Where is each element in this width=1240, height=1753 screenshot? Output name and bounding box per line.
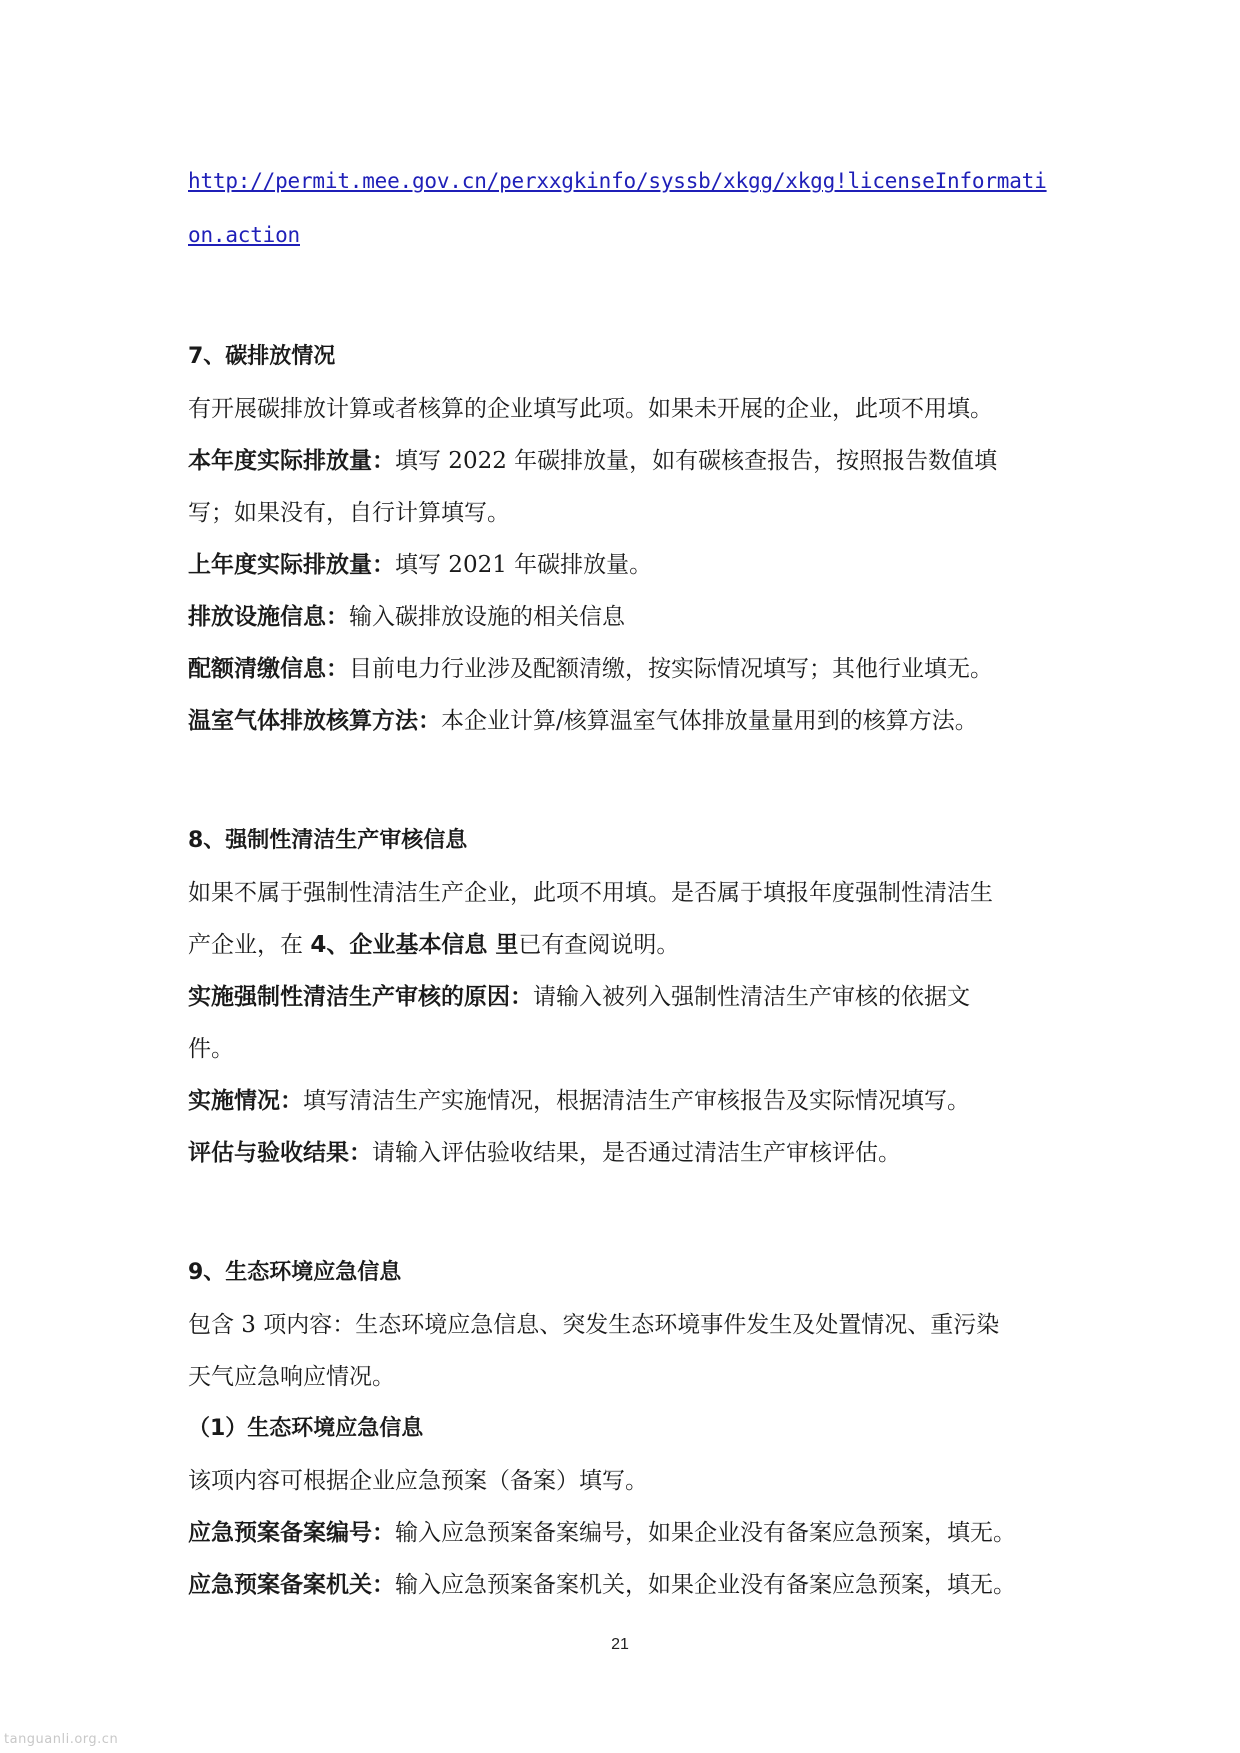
intro-reference: 4、企业基本信息 里 xyxy=(310,932,519,958)
intro-text: 已有查阅说明。 xyxy=(518,932,680,958)
item-label: 应急预案备案编号： xyxy=(188,1520,395,1546)
section-7-heading: 7、碳排放情况 xyxy=(188,344,336,369)
current-year-emission-line xyxy=(188,446,1068,498)
current-year-emission-line-2: 写；如果没有，自行计算填写。 xyxy=(188,500,510,526)
section-9-subheading: （1）生态环境应急信息 xyxy=(188,1416,424,1441)
item-text: 请输入被列入强制性清洁生产审核的依据文 xyxy=(533,984,970,1010)
item-text: 本企业计算/核算温室气体排放量量用到的核算方法。 xyxy=(441,708,978,734)
emergency-plan-authority-line xyxy=(188,1570,1068,1622)
page-number: 21 xyxy=(611,1636,629,1653)
item-label: 温室气体排放核算方法： xyxy=(188,708,441,734)
item-text: 目前电力行业涉及配额清缴，按实际情况填写；其他行业填无。 xyxy=(349,656,993,682)
item-label: 本年度实际排放量： xyxy=(188,448,395,474)
item-text: 填写 2021 年碳排放量。 xyxy=(395,552,653,578)
emission-facility-line xyxy=(188,602,1068,654)
url-line-2 xyxy=(188,220,1068,274)
license-info-link[interactable]: http://permit.mee.gov.cn/perxxgkinfo/syssb/xkgg/xkgg!licenseInformati xyxy=(188,169,1047,193)
item-text: 填写清洁生产实施情况，根据清洁生产审核报告及实际情况填写。 xyxy=(303,1088,970,1114)
ghg-accounting-method-line xyxy=(188,706,1068,758)
evaluation-result-line xyxy=(188,1138,1068,1190)
section-7-intro: 有开展碳排放计算或者核算的企业填写此项。如果未开展的企业，此项不用填。 xyxy=(188,396,993,422)
section-9-heading: 9、生态环境应急信息 xyxy=(188,1260,402,1285)
item-text: 填写 2022 年碳排放量，如有碳核查报告，按照报告数值填 xyxy=(395,448,998,474)
item-label: 上年度实际排放量： xyxy=(188,552,395,578)
quota-clearance-line xyxy=(188,654,1068,706)
emergency-plan-number-line xyxy=(188,1518,1068,1570)
audit-reason-line xyxy=(188,982,1068,1034)
document-body xyxy=(188,166,1068,1622)
audit-reason-line-2: 件。 xyxy=(188,1036,234,1062)
item-label: 实施情况： xyxy=(188,1088,303,1114)
watermark: tanguanli.org.cn xyxy=(4,1732,119,1747)
item-label: 排放设施信息： xyxy=(188,604,349,630)
spacer xyxy=(188,1190,1068,1258)
section-8-intro-1: 如果不属于强制性清洁生产企业，此项不用填。是否属于填报年度强制性清洁生 xyxy=(188,880,993,906)
item-label: 评估与验收结果： xyxy=(188,1140,372,1166)
section-8-heading: 8、强制性清洁生产审核信息 xyxy=(188,828,468,853)
url-line-1 xyxy=(188,166,1068,220)
item-text: 请输入评估验收结果，是否通过清洁生产审核评估。 xyxy=(372,1140,901,1166)
spacer xyxy=(188,274,1068,342)
license-info-link-continued[interactable]: on.action xyxy=(188,223,300,247)
implementation-line xyxy=(188,1086,1068,1138)
item-text: 输入碳排放设施的相关信息 xyxy=(349,604,625,630)
last-year-emission-line xyxy=(188,550,1068,602)
spacer xyxy=(188,758,1068,826)
item-label: 应急预案备案机关： xyxy=(188,1572,395,1598)
section-9-intro-2: 天气应急响应情况。 xyxy=(188,1364,395,1390)
section-9-sub-intro: 该项内容可根据企业应急预案（备案）填写。 xyxy=(188,1468,648,1494)
section-8-intro-2 xyxy=(188,930,1068,982)
item-text: 输入应急预案备案机关，如果企业没有备案应急预案，填无。 xyxy=(395,1572,1016,1598)
section-9-intro-1: 包含 3 项内容：生态环境应急信息、突发生态环境事件发生及处置情况、重污染 xyxy=(188,1312,1000,1338)
item-text: 输入应急预案备案编号，如果企业没有备案应急预案，填无。 xyxy=(395,1520,1016,1546)
item-label: 配额清缴信息： xyxy=(188,656,349,682)
item-label: 实施强制性清洁生产审核的原因： xyxy=(188,984,533,1010)
intro-text: 产企业，在 xyxy=(188,932,311,958)
